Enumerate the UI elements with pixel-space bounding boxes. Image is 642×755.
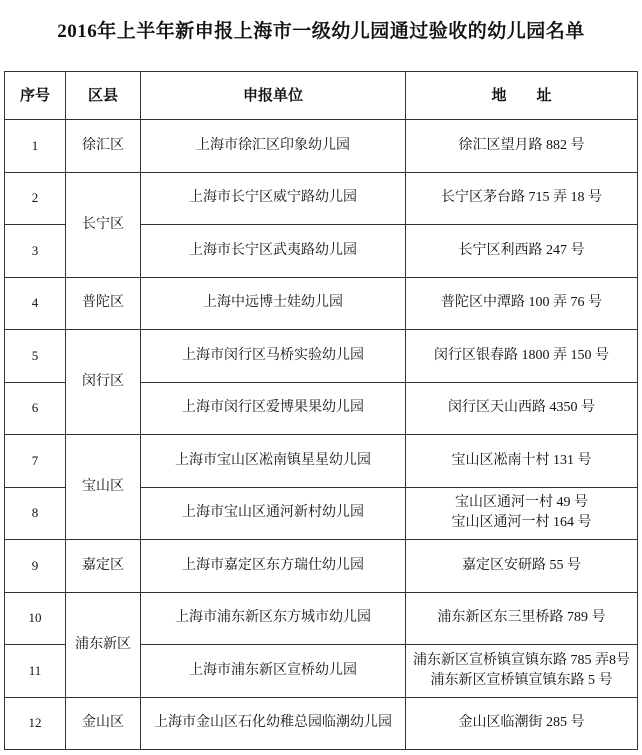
address-line: 宝山区凇南十村 131 号 [451, 452, 592, 468]
row-address [406, 120, 638, 173]
row-district: 金山区 [66, 697, 141, 750]
address-line: 长宁区利西路 247 号 [458, 242, 585, 258]
table-row [5, 697, 638, 750]
address-line: 嘉定区安研路 55 号 [462, 557, 581, 573]
row-unit: 上海市金山区石化幼稚总园临潮幼儿园 [141, 697, 406, 750]
row-unit: 上海中远博士娃幼儿园 [141, 277, 406, 330]
table-row [5, 277, 638, 330]
row-unit: 上海市徐汇区印象幼儿园 [141, 120, 406, 173]
table-row [5, 172, 638, 225]
row-index: 9 [5, 540, 66, 593]
row-address [406, 487, 638, 540]
row-unit: 上海市长宁区武夷路幼儿园 [141, 225, 406, 278]
row-district: 长宁区 [66, 172, 141, 277]
row-address [406, 645, 638, 698]
row-index: 12 [5, 697, 66, 750]
row-address [406, 540, 638, 593]
address-line: 金山区临潮街 285 号 [458, 715, 585, 731]
row-address [406, 277, 638, 330]
row-unit: 上海市嘉定区东方瑞仕幼儿园 [141, 540, 406, 593]
table-header-row [5, 72, 638, 120]
header-index: 序号 [5, 72, 66, 120]
kindergarten-table [4, 71, 638, 750]
address-line: 闵行区天山西路 4350 号 [448, 400, 595, 416]
row-unit: 上海市闵行区爱博果果幼儿园 [141, 382, 406, 435]
row-unit: 上海市宝山区通河新村幼儿园 [141, 487, 406, 540]
row-unit: 上海市浦东新区宣桥幼儿园 [141, 645, 406, 698]
row-index: 10 [5, 592, 66, 645]
row-unit: 上海市宝山区凇南镇星星幼儿园 [141, 435, 406, 488]
address-line: 闵行区银春路 1800 弄 150 号 [434, 347, 609, 363]
row-index: 5 [5, 330, 66, 383]
row-unit: 上海市长宁区威宁路幼儿园 [141, 172, 406, 225]
row-index: 1 [5, 120, 66, 173]
header-unit: 申报单位 [141, 72, 406, 120]
row-address [406, 330, 638, 383]
address-line: 浦东新区宣桥镇宣镇东路 5 号 [430, 672, 613, 688]
row-index: 2 [5, 172, 66, 225]
table-row [5, 330, 638, 383]
table-row [5, 435, 638, 488]
row-address [406, 592, 638, 645]
address-line: 徐汇区望月路 882 号 [458, 137, 585, 153]
row-district: 宝山区 [66, 435, 141, 540]
row-address [406, 172, 638, 225]
row-district: 普陀区 [66, 277, 141, 330]
row-unit: 上海市浦东新区东方城市幼儿园 [141, 592, 406, 645]
header-district: 区县 [66, 72, 141, 120]
row-address [406, 435, 638, 488]
row-index: 7 [5, 435, 66, 488]
address-line: 宝山区通河一村 49 号 [455, 495, 588, 511]
row-district: 嘉定区 [66, 540, 141, 593]
address-line: 长宁区茅台路 715 弄 18 号 [441, 190, 602, 206]
address-line: 浦东新区东三里桥路 789 号 [437, 610, 606, 626]
table-row [5, 120, 638, 173]
row-index: 6 [5, 382, 66, 435]
header-address: 地 址 [406, 72, 638, 120]
row-district: 闵行区 [66, 330, 141, 435]
address-line: 普陀区中潭路 100 弄 76 号 [441, 295, 602, 311]
row-index: 3 [5, 225, 66, 278]
row-index: 11 [5, 645, 66, 698]
row-district: 徐汇区 [66, 120, 141, 173]
page-title: 2016年上半年新申报上海市一级幼儿园通过验收的幼儿园名单 [57, 21, 585, 42]
row-address [406, 382, 638, 435]
table-row [5, 592, 638, 645]
row-index: 4 [5, 277, 66, 330]
row-address [406, 225, 638, 278]
address-line: 浦东新区宣桥镇宣镇东路 785 弄8号 [413, 652, 630, 668]
row-address [406, 697, 638, 750]
row-index: 8 [5, 487, 66, 540]
address-line: 宝山区通河一村 164 号 [451, 515, 592, 531]
table-row [5, 540, 638, 593]
row-district: 浦东新区 [66, 592, 141, 697]
row-unit: 上海市闵行区马桥实验幼儿园 [141, 330, 406, 383]
